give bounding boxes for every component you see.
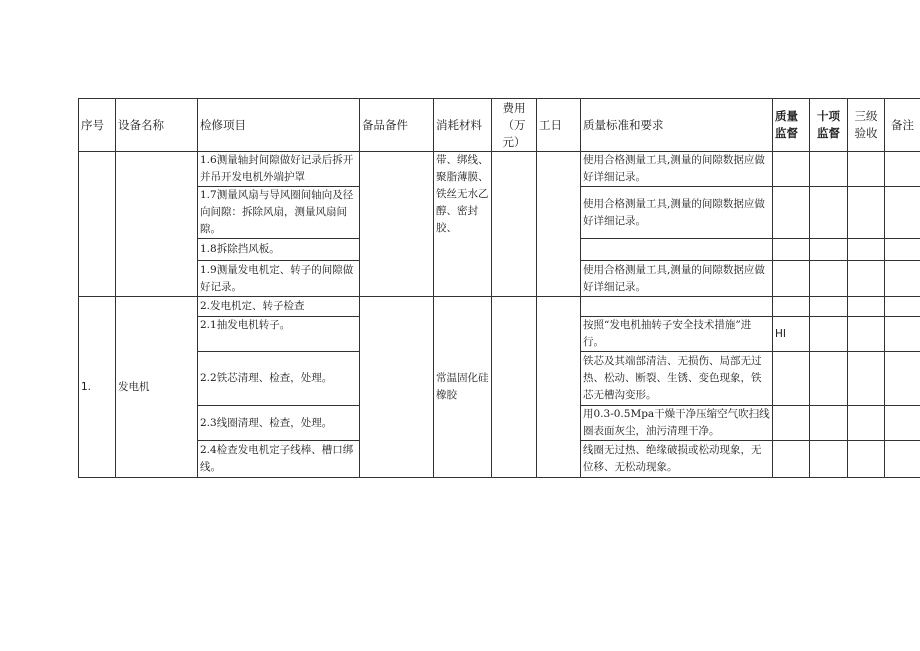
standard-cell: 使用合格测量工具,测量的间隙数据应做好详细记录。: [581, 261, 773, 297]
standard-cell: 线圈无过热、绝缘破损或松动现象，无位移、无松动现象。: [581, 441, 773, 478]
header-equipment-name: 设备名称: [116, 99, 198, 152]
item-cell: 1.9测量发电机定、转子的间隙做好记录。: [198, 261, 360, 297]
header-workdays: 工日: [537, 99, 581, 152]
group2-work-cell: [537, 297, 581, 478]
standard-cell: 铁芯及其端部清洁、无损伤、局部无过热、松动、断裂、生锈、变色现象，铁芯无槽沟变形。: [581, 352, 773, 406]
standard-cell: 按照“发电机抽转子安全技术措施”进行。: [581, 317, 773, 352]
header-quality-supervision: 质量监督: [773, 99, 810, 152]
quality-sup-cell: [773, 352, 810, 406]
header-remark: 备注: [885, 99, 920, 152]
quality-sup-cell: [773, 441, 810, 478]
table-row: [79, 152, 920, 187]
header-seq: 序号: [79, 99, 116, 152]
header-ten-supervision: 十项监督: [810, 99, 848, 152]
header-row: [79, 99, 920, 152]
group2-cost-cell: [492, 297, 537, 478]
item-cell: 1.6测量轴封间隙做好记录后拆开并吊开发电机外端护罩: [198, 152, 360, 187]
standard-cell: 使用合格测量工具,测量的间隙数据应做好详细记录。: [581, 152, 773, 187]
maintenance-table: [78, 98, 920, 478]
item-cell: 2.2铁芯清理、检查，处理。: [198, 352, 360, 406]
standard-cell: [581, 297, 773, 317]
group2-material-cell: 常温固化硅橡胶: [434, 297, 492, 478]
header-level3-acceptance: 三级验收: [848, 99, 885, 152]
header-cost: 费用（万元）: [492, 99, 537, 152]
item-cell: 2.4检查发电机定子线棒、槽口绑线。: [198, 441, 360, 478]
group1-cost-cell: [492, 152, 537, 297]
group2-spare-cell: [360, 297, 434, 478]
header-spare-parts: 备品备件: [360, 99, 434, 152]
group2-equip-cell: 发电机: [116, 297, 198, 478]
group2-seq-cell: 1.: [79, 297, 116, 478]
header-repair-item: 检修项目: [198, 99, 360, 152]
item-cell: 2.1抽发电机转子。: [198, 317, 360, 352]
quality-sup-cell: [773, 406, 810, 441]
group1-spare-cell: [360, 152, 434, 297]
quality-sup-cell: HI: [773, 317, 810, 352]
item-cell: 2.3线圈清理、检查，处理。: [198, 406, 360, 441]
standard-cell: 使用合格测量工具,测量的间隙数据应做好详细记录。: [581, 187, 773, 239]
item-cell: 1.8拆除挡风板。: [198, 239, 360, 261]
quality-sup-cell: [773, 297, 810, 317]
group1-seq-cell: [79, 152, 116, 297]
group1-material-cell: 带、绑线、聚脂薄膜、铁丝无水乙醇、密封胶、: [434, 152, 492, 297]
header-quality-standard: 质量标准和要求: [581, 99, 773, 152]
standard-cell: [581, 239, 773, 261]
item-cell: 1.7测量风扇与导风圈间轴向及径向间隙：拆除风扇，测量风扇间隙。: [198, 187, 360, 239]
item-cell: 2.发电机定、转子检查: [198, 297, 360, 317]
group1-work-cell: [537, 152, 581, 297]
header-consumables: 消耗材料: [434, 99, 492, 152]
standard-cell: 用0.3-0.5Mpa干燥干净压缩空气吹扫线圈表面灰尘，油污清理干净。: [581, 406, 773, 441]
group1-equip-cell: [116, 152, 198, 297]
table-row: [79, 297, 920, 317]
